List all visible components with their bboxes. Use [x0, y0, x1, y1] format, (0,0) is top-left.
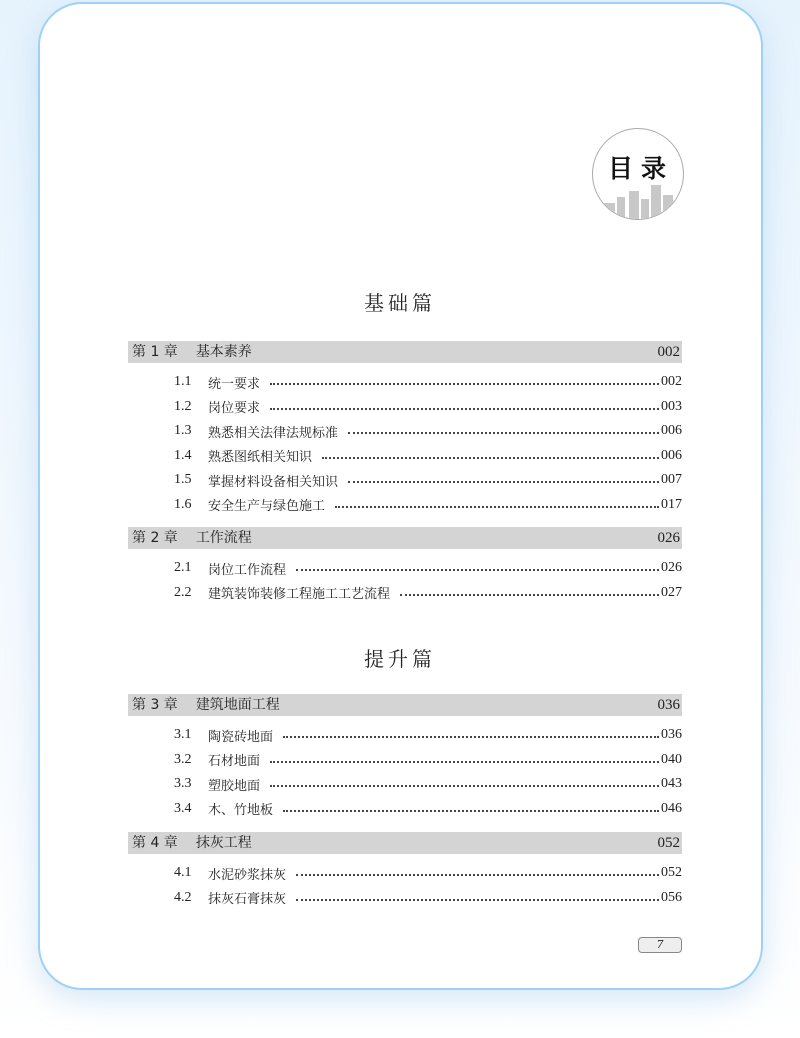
- toc-heading: 目录: [607, 154, 674, 183]
- toc-entry[interactable]: [174, 445, 682, 467]
- toc-entry[interactable]: [174, 371, 682, 393]
- entry-title: 建筑装饰装修工程施工工艺流程: [208, 587, 391, 602]
- entry-number: 1.5: [174, 472, 192, 487]
- entry-page: 026: [661, 560, 682, 575]
- entry-number: 4.2: [174, 889, 192, 905]
- chapter-page: 036: [657, 697, 680, 713]
- entry-number: 1.1: [174, 374, 192, 389]
- chapter-page: 026: [657, 530, 680, 546]
- section-title: 基础篇: [364, 291, 436, 315]
- entry-page: 036: [661, 727, 682, 742]
- chapter-row[interactable]: [128, 527, 682, 549]
- dot-leader: [270, 408, 659, 410]
- chapter-row[interactable]: [128, 341, 682, 363]
- dot-leader: [348, 432, 659, 434]
- dot-leader: [322, 457, 659, 459]
- entry-page: 002: [661, 374, 682, 389]
- dot-leader: [296, 569, 659, 571]
- chapter-page: 052: [657, 835, 680, 851]
- dot-leader: [400, 594, 659, 596]
- entry-title: 掌握材料设备相关知识: [208, 474, 339, 490]
- entry-number: 2.1: [174, 560, 192, 575]
- entry-title: 陶瓷砖地面: [208, 729, 274, 745]
- chapter-title: 抹灰工程: [195, 835, 252, 851]
- dot-leader: [270, 761, 659, 763]
- entry-title: 塑胶地面: [208, 778, 261, 794]
- entry-title: 熟悉相关法律法规标准: [208, 425, 339, 441]
- chapter-label: 第 3 章: [132, 697, 178, 713]
- dot-leader: [270, 785, 659, 787]
- entry-number: 1.2: [174, 398, 192, 414]
- toc-entry[interactable]: [174, 396, 682, 418]
- toc-entry[interactable]: [174, 749, 682, 771]
- page-number: 7: [638, 937, 682, 953]
- entry-title: 抹灰石膏抹灰: [208, 892, 287, 907]
- entry-number: 4.1: [174, 865, 192, 880]
- entry-title: 安全生产与绿色施工: [208, 499, 326, 514]
- entry-page: 043: [661, 776, 682, 791]
- entry-page: 003: [661, 398, 682, 414]
- entry-number: 3.1: [174, 727, 192, 742]
- dot-leader: [335, 506, 659, 508]
- entry-page: 046: [661, 800, 682, 816]
- entry-title: 石材地面: [208, 754, 261, 769]
- toc-entry[interactable]: [174, 798, 682, 820]
- dot-leader: [283, 810, 659, 812]
- entry-title: 统一要求: [208, 376, 261, 392]
- entry-page: 006: [661, 447, 682, 463]
- dot-leader: [296, 874, 659, 876]
- chapter-title: 工作流程: [195, 530, 252, 546]
- entry-page: 052: [661, 865, 682, 880]
- entry-page: 056: [661, 889, 682, 905]
- entry-page: 040: [661, 751, 682, 767]
- chapter-page: 002: [657, 344, 680, 360]
- toc-entry[interactable]: [174, 724, 682, 746]
- dot-leader: [270, 383, 659, 385]
- toc-entry[interactable]: [174, 773, 682, 795]
- entry-page: 006: [661, 423, 682, 438]
- entry-number: 1.4: [174, 447, 192, 463]
- toc-entry[interactable]: [174, 557, 682, 579]
- entry-page: 007: [661, 472, 682, 487]
- chapter-row[interactable]: [128, 694, 682, 716]
- entry-number: 3.3: [174, 776, 192, 791]
- entry-number: 3.2: [174, 751, 192, 767]
- chapter-title: 基本素养: [195, 344, 252, 360]
- entry-title: 岗位要求: [208, 401, 261, 416]
- toc-entry[interactable]: [174, 494, 682, 516]
- entry-page: 017: [661, 496, 682, 512]
- entry-page: 027: [661, 584, 682, 600]
- toc-badge: [592, 128, 684, 220]
- entry-title: 木、竹地板: [208, 803, 274, 818]
- toc-entry[interactable]: [174, 469, 682, 491]
- entry-title: 熟悉图纸相关知识: [208, 450, 313, 465]
- chapter-label: 第 4 章: [132, 835, 178, 851]
- chapter-row[interactable]: [128, 832, 682, 854]
- dot-leader: [296, 899, 659, 901]
- entry-number: 1.3: [174, 423, 192, 438]
- section-title: 提升篇: [364, 647, 436, 671]
- chapter-title: 建筑地面工程: [195, 697, 280, 713]
- entry-number: 3.4: [174, 800, 192, 816]
- dot-leader: [348, 481, 659, 483]
- toc-entry[interactable]: [174, 582, 682, 604]
- city-skyline-icon: [593, 179, 684, 219]
- entry-number: 2.2: [174, 584, 192, 600]
- chapter-label: 第 2 章: [132, 530, 178, 546]
- entry-title: 岗位工作流程: [208, 562, 287, 578]
- entry-title: 水泥砂浆抹灰: [208, 867, 287, 883]
- entry-number: 1.6: [174, 496, 192, 512]
- toc-entry[interactable]: [174, 887, 682, 909]
- dot-leader: [283, 736, 659, 738]
- toc-entry[interactable]: [174, 862, 682, 884]
- toc-entry[interactable]: [174, 420, 682, 442]
- chapter-label: 第 1 章: [132, 344, 178, 360]
